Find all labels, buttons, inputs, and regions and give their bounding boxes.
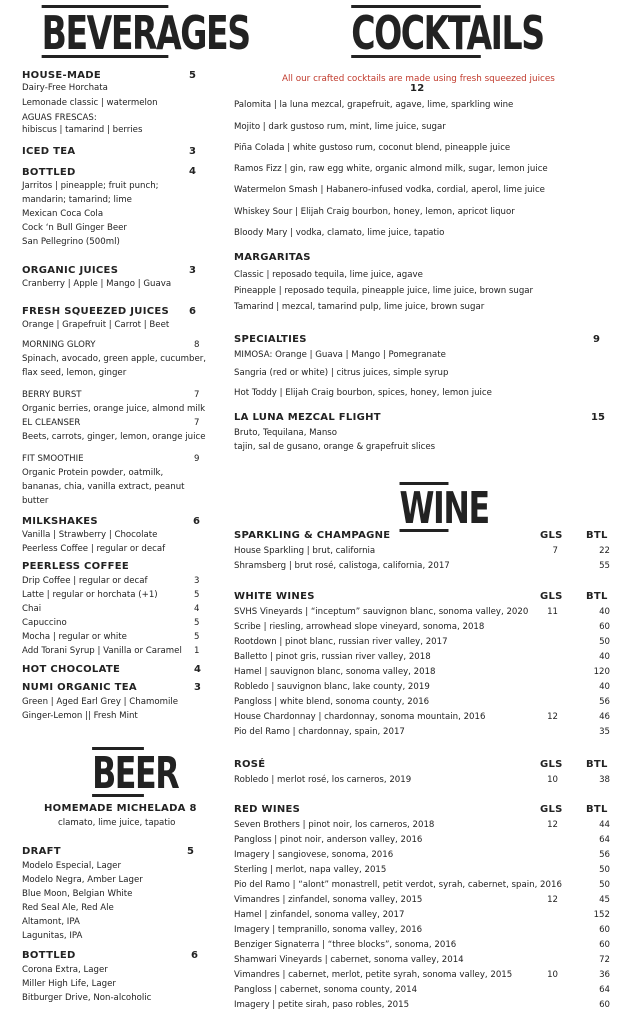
menu-line: Miller High Life, Lager (22, 979, 116, 989)
beer-bottled-price: 6 (191, 950, 198, 961)
wine-btl: 50 (599, 637, 610, 647)
fresh-juices-price: 6 (189, 306, 196, 317)
wine-item: Scribe | riesling, arrowhead slope vineyard, sonoma, 2018 (234, 622, 485, 632)
btl-header: BTL (586, 804, 608, 815)
wine-btl: 72 (599, 955, 610, 965)
wine-btl: 40 (599, 607, 610, 617)
wine-heading: WINE (399, 483, 489, 534)
wine-btl: 50 (599, 865, 610, 875)
wine-btl: 60 (599, 622, 610, 632)
wine-item: Shamwari Vineyards | cabernet, sonoma valley, 2014 (234, 955, 464, 965)
wine-item: Balletto | pinot gris, russian river valley, 2018 (234, 652, 431, 662)
michelada-desc: clamato, lime juice, tapatio (58, 818, 176, 828)
wine-btl: 35 (599, 727, 610, 737)
wine-item: Imagery | petite sirah, paso robles, 2015 (234, 1000, 410, 1010)
wine-gls: 12 (547, 820, 558, 830)
gls-header: GLS (540, 804, 563, 815)
house-made-label: HOUSE-MADE (22, 70, 101, 81)
cocktail-item: Palomita | la luna mezcal, grapefruit, agave, lime, sparkling wine (234, 100, 514, 110)
bottled-label: BOTTLED (22, 167, 76, 178)
wine-btl: 60 (599, 940, 610, 950)
wine-gls: 12 (547, 895, 558, 905)
wine-btl: 40 (599, 652, 610, 662)
wine-item: Seven Brothers | pinot noir, los carneros, 2018 (234, 820, 435, 830)
morning-glory-label: MORNING GLORY (22, 340, 96, 350)
numi-price: 3 (194, 682, 201, 693)
menu-price: 4 (194, 604, 200, 614)
bottled-price: 4 (189, 166, 196, 177)
morning-glory-price: 8 (194, 340, 200, 350)
menu-price: 5 (194, 632, 200, 642)
wine-item: Imagery | tempranillo, sonoma valley, 2016 (234, 925, 423, 935)
menu-price: 5 (194, 590, 200, 600)
specialty-item: MIMOSA: Orange | Guava | Mango | Pomegranate (234, 350, 446, 360)
wine-item: Shramsberg | brut rosé, calistoga, california, 2017 (234, 561, 450, 571)
menu-line: Capuccino (22, 618, 67, 628)
menu-line: Spinach, avocado, green apple, cucumber, (22, 354, 207, 364)
menu-line: Modelo Negra, Amber Lager (22, 875, 143, 885)
organic-juices-label: ORGANIC JUICES (22, 265, 119, 276)
wine-item: Pio del Ramo | chardonnay, spain, 2017 (234, 727, 405, 737)
wine-item: Pangloss | pinot noir, anderson valley, 2016 (234, 835, 423, 845)
cocktail-item: Watermelon Smash | Habanero-infused vodka, cordial, aperol, lime juice (234, 185, 545, 195)
wine-btl: 120 (593, 667, 610, 677)
menu-line: Green | Aged Earl Grey | Chamomile (22, 697, 179, 707)
wine-btl: 56 (599, 697, 610, 707)
wine-btl: 152 (593, 910, 610, 920)
cocktail-item: Mojito | dark gustoso rum, mint, lime juice, sugar (234, 122, 446, 132)
milkshakes-label: MILKSHAKES (22, 516, 98, 527)
iced-tea-label: ICED TEA (22, 146, 76, 157)
wine-btl: 22 (599, 546, 610, 556)
menu-line: butter (22, 496, 49, 506)
menu-line: Dairy-Free Horchata (22, 83, 108, 93)
wine-btl: 55 (599, 561, 610, 571)
milkshakes-price: 6 (193, 516, 200, 527)
wine-item: Hamel | sauvignon blanc, sonoma valley, 2018 (234, 667, 436, 677)
margarita-item: Tamarind | mezcal, tamarind pulp, lime juice, brown sugar (234, 302, 485, 312)
wine-item: Hamel | zinfandel, sonoma valley, 2017 (234, 910, 405, 920)
wine-item: Sterling | merlot, napa valley, 2015 (234, 865, 387, 875)
menu-line: Peerless Coffee | regular or decaf (22, 544, 166, 554)
wine-btl: 38 (599, 775, 610, 785)
wine-item: Vimandres | zinfandel, sonoma valley, 2015 (234, 895, 423, 905)
menu-price: 5 (194, 618, 200, 628)
menu-line: mandarin; tamarind; lime (22, 195, 132, 205)
numi-label: NUMI ORGANIC TEA (22, 682, 137, 693)
wine-item: House Sparkling | brut, california (234, 546, 376, 556)
margarita-item: Classic | reposado tequila, lime juice, agave (234, 270, 423, 280)
beer-heading: BEER (92, 748, 179, 799)
menu-line: AGUAS FRESCAS: (22, 113, 97, 123)
wine-item: Imagery | sangiovese, sonoma, 2016 (234, 850, 394, 860)
menu-line: bananas, chia, vanilla extract, peanut (22, 482, 185, 492)
menu-line: Mexican Coca Cola (22, 209, 104, 219)
wine-item: Robledo | sauvignon blanc, lake county, 2019 (234, 682, 430, 692)
el-cleanser-label: EL CLEANSER (22, 418, 81, 428)
wine-btl: 64 (599, 985, 610, 995)
menu-line: hibiscus | tamarind | berries (22, 125, 143, 135)
draft-label: DRAFT (22, 846, 61, 857)
fit-smoothie-price: 9 (194, 454, 200, 464)
wine-gls: 11 (547, 607, 558, 617)
wine-btl: 56 (599, 850, 610, 860)
menu-line: Latte | regular or horchata (+1) (22, 590, 158, 600)
wine-btl: 60 (599, 925, 610, 935)
wine-btl: 60 (599, 1000, 610, 1010)
menu-line: Organic Protein powder, oatmilk, (22, 468, 164, 478)
wine-item: Pangloss | cabernet, sonoma county, 2014 (234, 985, 418, 995)
specialties-price: 9 (593, 334, 600, 345)
wine-btl: 36 (599, 970, 610, 980)
gls-header: GLS (540, 591, 563, 602)
margarita-item: Pineapple | reposado tequila, pineapple juice, lime juice, brown sugar (234, 286, 534, 296)
menu-line: Red Seal Ale, Red Ale (22, 903, 114, 913)
menu-line: Add Torani Syrup | Vanilla or Caramel (22, 646, 182, 656)
wine-item: Pangloss | white blend, sonoma county, 2016 (234, 697, 430, 707)
menu-line: Lemonade classic | watermelon (22, 98, 158, 108)
flight-label: LA LUNA MEZCAL FLIGHT (234, 412, 381, 423)
wine-section-label: RED WINES (234, 804, 301, 815)
menu-line: Beets, carrots, ginger, lemon, orange juice (22, 432, 206, 442)
fit-smoothie-label: FIT SMOOTHIE (22, 454, 84, 464)
cocktail-item: Bloody Mary | vodka, clamato, lime juice, tapatio (234, 228, 445, 238)
menu-line: Mocha | regular or white (22, 632, 127, 642)
menu-price: 1 (194, 646, 200, 656)
menu-line: Chai (22, 604, 42, 614)
house-made-price: 5 (189, 70, 196, 81)
specialties-label: SPECIALTIES (234, 334, 307, 345)
menu-line: San Pellegrino (500ml) (22, 237, 120, 247)
cocktails-heading: COCKTAILS (351, 6, 544, 60)
wine-gls: 7 (552, 546, 558, 556)
wine-item: SVHS Vineyards | “inceptum” sauvignon blanc, sonoma valley, 2020 (234, 607, 529, 617)
menu-line: Drip Coffee | regular or decaf (22, 576, 148, 586)
btl-header: BTL (586, 530, 608, 541)
wine-section-label: ROSÉ (234, 759, 266, 770)
wine-gls: 10 (547, 970, 558, 980)
el-cleanser-price: 7 (194, 418, 200, 428)
wine-section-label: WHITE WINES (234, 591, 315, 602)
peerless-label: PEERLESS COFFEE (22, 561, 129, 572)
menu-line: Bitburger Drive, Non-alcoholic (22, 993, 152, 1003)
wine-item: Rootdown | pinot blanc, russian river valley, 2017 (234, 637, 448, 647)
wine-item: Pio del Ramo | “alont” monastrell, petit verdot, syrah, cabernet, spain, 2016 (234, 880, 562, 890)
specialty-item: Sangria (red or white) | citrus juices, simple syrup (234, 368, 449, 378)
hot-chocolate-label: HOT CHOCOLATE (22, 664, 121, 675)
wine-gls: 12 (547, 712, 558, 722)
beverages-heading: BEVERAGES (41, 6, 250, 60)
flight-price: 15 (591, 412, 605, 423)
menu-price: 3 (194, 576, 200, 586)
menu-line: Cranberry | Apple | Mango | Guava (22, 279, 172, 289)
btl-header: BTL (586, 591, 608, 602)
menu-line: Lagunitas, IPA (22, 931, 83, 941)
wine-btl: 40 (599, 682, 610, 692)
wine-item: Vimandres | cabernet, merlot, petite syrah, sonoma valley, 2015 (234, 970, 513, 980)
menu-line: flax seed, lemon, ginger (22, 368, 127, 378)
margaritas-label: MARGARITAS (234, 252, 311, 263)
wine-gls: 10 (547, 775, 558, 785)
wine-btl: 46 (599, 712, 610, 722)
btl-header: BTL (586, 759, 608, 770)
cocktail-item: Ramos Fizz | gin, raw egg white, organic almond milk, sugar, lemon juice (234, 164, 548, 174)
wine-btl: 50 (599, 880, 610, 890)
hot-chocolate-price: 4 (194, 664, 201, 675)
wine-btl: 45 (599, 895, 610, 905)
berry-burst-label: BERRY BURST (22, 390, 82, 400)
berry-burst-price: 7 (194, 390, 200, 400)
menu-line: Modelo Especial, Lager (22, 861, 122, 871)
menu-line: Organic berries, orange juice, almond milk (22, 404, 206, 414)
wine-btl: 44 (599, 820, 610, 830)
wine-item: Benziger Signaterra | “three blocks”, sonoma, 2016 (234, 940, 457, 950)
menu-line: Jarritos | pineapple; fruit punch; (22, 181, 159, 191)
organic-juices-price: 3 (189, 265, 196, 276)
wine-section-label: SPARKLING & CHAMPAGNE (234, 530, 391, 541)
cocktails-note: All our crafted cocktails are made using fresh squeezed juices (282, 74, 555, 84)
menu-line: Corona Extra, Lager (22, 965, 108, 975)
flight-line: Bruto, Tequilana, Manso (234, 428, 338, 438)
flight-line: tajin, sal de gusano, orange & grapefruit slices (234, 442, 436, 452)
draft-price: 5 (187, 846, 194, 857)
cocktail-item: Whiskey Sour | Elijah Craig bourbon, honey, lemon, apricot liquor (234, 207, 515, 217)
cocktails-price: 12 (410, 83, 425, 94)
menu-line: Ginger-Lemon || Fresh Mint (22, 711, 138, 721)
wine-btl: 64 (599, 835, 610, 845)
michelada-label: HOMEMADE MICHELADA 8 (44, 803, 197, 814)
wine-item: House Chardonnay | chardonnay, sonoma mountain, 2016 (234, 712, 486, 722)
menu-line: Vanilla | Strawberry | Chocolate (22, 530, 158, 540)
iced-tea-price: 3 (189, 146, 196, 157)
gls-header: GLS (540, 530, 563, 541)
specialty-item: Hot Toddy | Elijah Craig bourbon, spices, honey, lemon juice (234, 388, 492, 398)
menu-line: Altamont, IPA (22, 917, 80, 927)
wine-item: Robledo | merlot rosé, los carneros, 2019 (234, 775, 412, 785)
fresh-juices-label: FRESH SQUEEZED JUICES (22, 306, 169, 317)
gls-header: GLS (540, 759, 563, 770)
menu-line: Cock ‘n Bull Ginger Beer (22, 223, 127, 233)
beer-bottled-label: BOTTLED (22, 950, 76, 961)
menu-line: Orange | Grapefruit | Carrot | Beet (22, 320, 170, 330)
cocktail-item: Piña Colada | white gustoso rum, coconut blend, pineapple juice (234, 143, 511, 153)
menu-line: Blue Moon, Belgian White (22, 889, 133, 899)
